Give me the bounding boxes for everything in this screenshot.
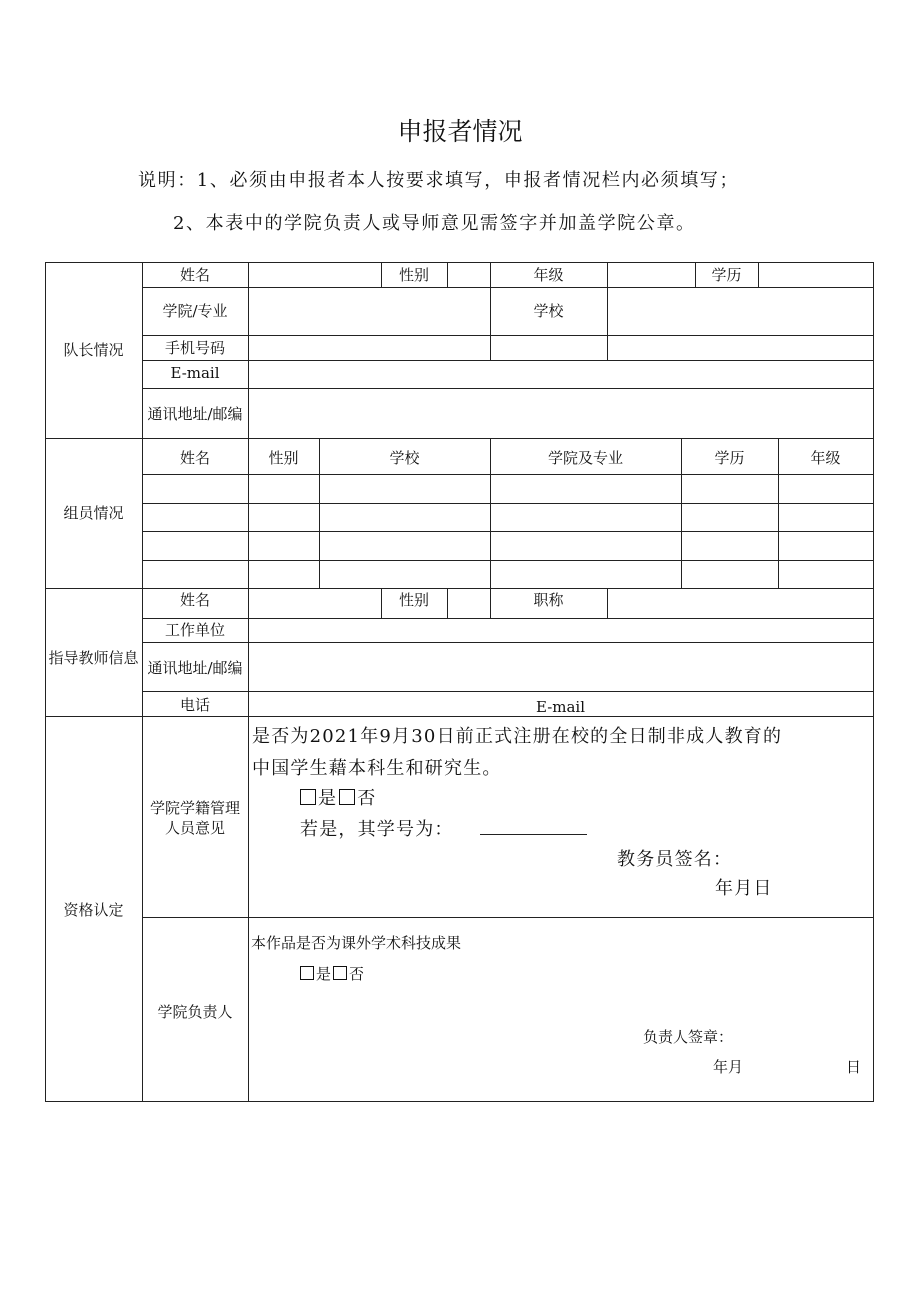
head-yes-checkbox[interactable] — [300, 966, 314, 980]
advisor-name-input[interactable] — [248, 588, 381, 618]
registrar-signature: 教务员签名： — [617, 849, 733, 870]
leader-grade-label: 年级 — [533, 265, 564, 284]
student-id-prompt: 若是，其学号为： — [300, 819, 454, 840]
head-no-label: 否 — [349, 965, 365, 983]
leader-college-major-label: 学院/专业 — [162, 302, 228, 320]
head-yes-no — [300, 963, 364, 984]
leader-phone-label: 手机号码 — [164, 338, 225, 357]
college-head-label: 学院负责人 — [157, 1003, 233, 1021]
head-signature: 负责人签章： — [643, 1028, 734, 1046]
advisor-workplace-input[interactable] — [248, 618, 873, 642]
leader-school-label: 学校 — [533, 302, 564, 320]
leader-grade-input[interactable] — [607, 262, 695, 287]
leader-name-input[interactable] — [248, 262, 381, 287]
head-date-day: 日 — [846, 1058, 862, 1076]
members-header-gender: 性别 — [268, 449, 299, 467]
advisor-address-input[interactable] — [248, 642, 873, 691]
members-header-school: 学校 — [389, 449, 420, 467]
page-title: 申报者情况 — [397, 117, 523, 146]
registrar-no-label: 否 — [357, 788, 377, 809]
qualification-section-label: 资格认定 — [63, 901, 124, 919]
members-section-label: 组员情况 — [63, 504, 124, 522]
advisor-gender-label: 性别 — [398, 591, 429, 609]
registrar-question-line-1: 是否为2021年9月30日前正式注册在校的全日制非成人教育的 — [252, 726, 783, 747]
instruction-line-1: 说明：1、必须由申报者本人按要求填写，申报者情况栏内必须填写； — [138, 170, 740, 191]
leader-address-label: 通讯地址/邮编 — [147, 405, 243, 423]
instruction-line-2: 2、本表中的学院负责人或导师意见需签字并加盖学院公章。 — [173, 213, 696, 234]
head-question: 本作品是否为课外学术科技成果 — [251, 934, 462, 952]
members-header-grade: 年级 — [810, 449, 841, 467]
members-header-college-major: 学院及专业 — [547, 449, 623, 467]
leader-email-input[interactable] — [248, 360, 873, 388]
head-yes-label: 是 — [316, 965, 332, 983]
leader-email-label: E-mail — [170, 363, 220, 382]
leader-gender-label: 性别 — [398, 265, 429, 284]
member-row[interactable] — [142, 474, 873, 503]
registrar-yes-label: 是 — [318, 788, 338, 809]
registrar-question-line-2: 中国学生藉本科生和研究生。 — [252, 758, 502, 779]
registrar-no-checkbox[interactable] — [339, 789, 355, 805]
leader-school-input[interactable] — [607, 287, 873, 335]
members-header-education: 学历 — [714, 449, 745, 467]
leader-address-input[interactable] — [248, 388, 873, 438]
advisor-title-input[interactable] — [607, 588, 873, 618]
advisor-gender-input[interactable] — [447, 588, 490, 618]
leader-name-label: 姓名 — [179, 265, 210, 284]
leader-college-major-input[interactable] — [248, 287, 490, 335]
registrar-yes-checkbox[interactable] — [300, 789, 316, 805]
advisor-address-label: 通讯地址/邮编 — [147, 659, 243, 677]
head-no-checkbox[interactable] — [333, 966, 347, 980]
member-row[interactable] — [142, 531, 873, 560]
advisor-name-label: 姓名 — [179, 591, 210, 609]
advisor-section-label: 指导教师信息 — [48, 649, 139, 667]
members-header-name: 姓名 — [179, 449, 210, 467]
registrar-yes-no — [300, 784, 376, 810]
student-id-input[interactable] — [480, 822, 587, 835]
leader-gender-input[interactable] — [447, 262, 490, 287]
leader-phone-extra-input[interactable] — [490, 335, 607, 360]
leader-phone-extra-input-2[interactable] — [607, 335, 873, 360]
advisor-workplace-label: 工作单位 — [164, 621, 225, 639]
member-row[interactable] — [142, 503, 873, 531]
leader-section-label: 队长情况 — [63, 341, 124, 359]
leader-education-label: 学历 — [711, 265, 742, 284]
leader-education-input[interactable] — [758, 262, 873, 287]
registrar-opinion-label: 学院学籍管理人员意见 — [149, 799, 240, 837]
advisor-title-label: 职称 — [533, 591, 564, 609]
advisor-phone-label: 电话 — [179, 696, 210, 714]
advisor-email-label: E-mail — [535, 698, 586, 716]
member-row[interactable] — [142, 560, 873, 588]
registrar-date: 年月日 — [715, 878, 773, 899]
head-date-year-month: 年月 — [713, 1058, 744, 1076]
leader-phone-input[interactable] — [248, 335, 490, 360]
